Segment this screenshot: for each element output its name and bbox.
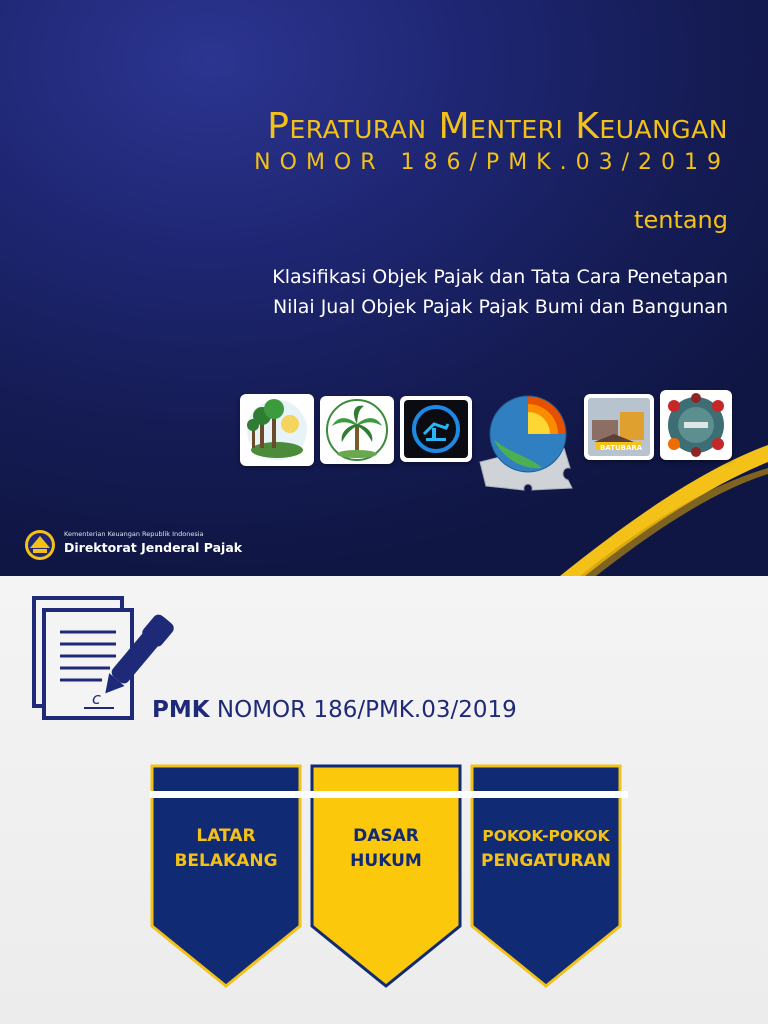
ministry-name: Kementerian Keuangan Republik Indonesia: [64, 530, 204, 538]
regulation-subject: [208, 262, 728, 322]
card-2-line-2: HUKUM: [350, 851, 422, 871]
mining-icon: [584, 394, 654, 460]
card-3-line-1: POKOK-POKOK: [482, 827, 610, 845]
djp-logo-icon: [22, 528, 58, 562]
pmk-overview-slide: [0, 576, 768, 1024]
card-divider: [150, 791, 628, 798]
dasar-hukum-label: [313, 824, 459, 874]
tentang-label: tentang: [634, 206, 728, 234]
regulation-number: NOMOR 186/PMK.03/2019: [254, 150, 730, 175]
regulation-title: Peraturan Menteri Keuangan: [267, 106, 728, 147]
pmk-heading: [152, 697, 517, 723]
palm-tree-icon: [320, 396, 394, 464]
card-1-line-1: LATAR: [196, 826, 256, 846]
card-1-line-2: BELAKANG: [174, 851, 278, 871]
infrastructure-icon: [660, 390, 732, 460]
pokok-pengaturan-label: [473, 824, 619, 874]
pmk-heading-bold: PMK: [152, 697, 210, 723]
mining-label: BATUBARA: [600, 444, 643, 452]
card-3-line-2: PENGATURAN: [481, 851, 611, 871]
subject-line-1: Klasifikasi Objek Pajak dan Tata Cara Penetapan: [272, 266, 728, 288]
pmk-heading-number: NOMOR 186/PMK.03/2019: [209, 697, 517, 723]
card-2-line-1: DASAR: [353, 826, 419, 846]
signature-mark: c: [92, 689, 101, 708]
latar-belakang-label: [153, 824, 299, 874]
oil-pump-icon: [400, 396, 472, 462]
subject-line-2: Nilai Jual Objek Pajak Pajak Bumi dan Bangunan: [272, 296, 728, 318]
forest-icon: [240, 394, 314, 466]
directorate-name: Direktorat Jenderal Pajak: [64, 540, 243, 555]
earth-core-puzzle-icon: [472, 388, 584, 492]
